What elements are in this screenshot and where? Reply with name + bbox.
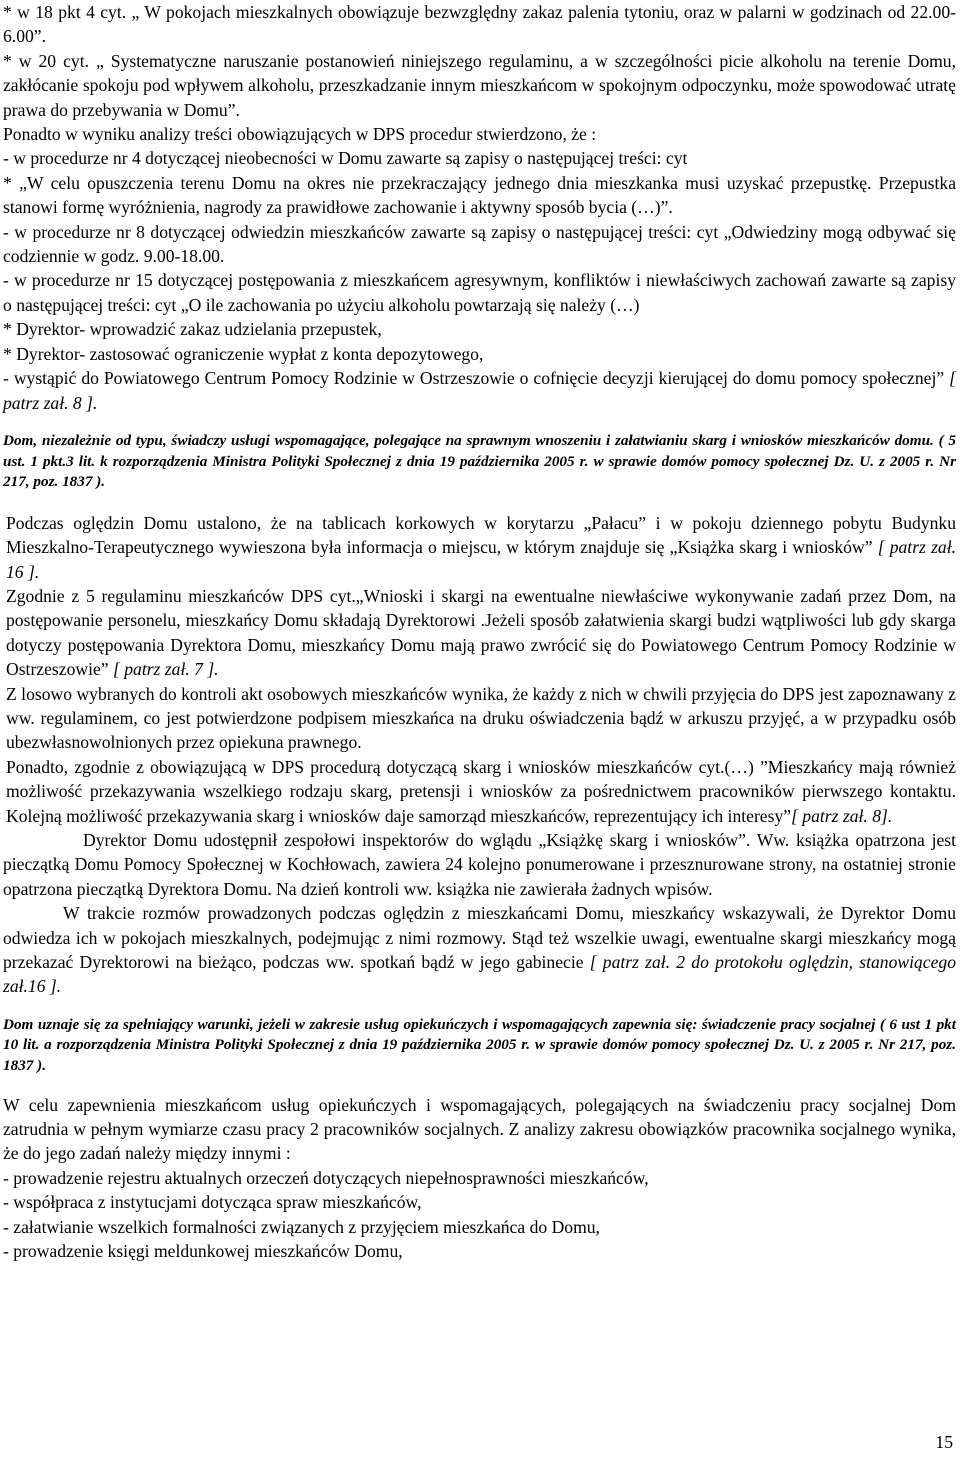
- paragraph-complaints-book: Dyrektor Domu udostępnił zespołowi inspektorów do wglądu „Książkę skarg i wniosków”. Ww. książka opatrzona jest pieczątką Domu Pomocy Społecznej w Kochłowach, zawiera 24 kolejno ponumerowane i przesznurowane strony, na ostatniej stronie opatrzona pieczątką Dyrektora Domu. Na dzień kontroli ww. książka nie zawierała żadnych wpisów.: [3, 829, 956, 899]
- paragraph-procedure-8: - w procedurze nr 8 dotyczącej odwiedzin mieszkańców zawarte są zapisy o następującej treści: cyt „Odwiedziny mogą odbywać się codziennie w godz. 9.00-18.00.: [3, 221, 956, 267]
- section-heading-complaints: Dom, niezależnie od typu, świadczy usługi wspomagające, polegające na sprawnym wnoszeniu i załatwianiu skarg i wniosków mieszkańców domu. ( 5 ust. 1 pkt.3 lit. k rozporządzenia Ministra Polityki Społecznej z dnia 19 października 2005 r. w sprawie domów pomocy społecznej Dz. U. z 2005 r. Nr 217, poz. 1837 ).: [3, 431, 956, 491]
- paragraph-text: Podczas oględzin Domu ustalono, że na tablicach korkowych w korytarzu „Pałacu” i w pokoju dziennego pobytu Budynku Mieszkalno-Terapeutycznego wywieszona była informacja o miejscu, w którym znajduje się „Książka skarg i wniosków”: [6, 512, 956, 558]
- attachment-reference: [ patrz zał. 16 ].: [6, 537, 956, 582]
- list-item: - załatwianie wszelkich formalności związanych z przyjęciem mieszkańca do Domu,: [3, 1216, 600, 1237]
- paragraph-regulation-5: [6, 584, 956, 682]
- paragraph-procedures-intro: Ponadto w wyniku analizy treści obowiązujących w DPS procedur stwierdzono, że :: [3, 124, 597, 145]
- list-item: - prowadzenie księgi meldunkowej mieszkańców Domu,: [3, 1241, 403, 1262]
- paragraph-pass-quote: * „W celu opuszczenia terenu Domu na okres nie przekraczający jednego dnia mieszkanka musi uzyskać przepustkę. Przepustka stanowi formę wyróżnienia, nagrody za prawidłowe zachowanie i aktywny sposób bycia (…)”.: [3, 172, 956, 218]
- paragraph-text: Ponadto, zgodnie z obowiązującą w DPS procedurą dotyczącą skarg i wniosków mieszkańców cyt.(…) ”Mieszkańcy mają również możliwość przekazywania wszelkiego rodzaju skarg, pretensji i wniosków za pośrednictwem pracowników pierwszego kontaktu. Kolejną możliwość przekazywania skarg i wniosków daje samorząd mieszkańców, reprezentujący ich interesy”: [6, 756, 956, 826]
- paragraph-text: - wystąpić do Powiatowego Centrum Pomocy Rodzinie w Ostrzeszowie o cofnięcie decyzji kierującej do domu pomocy społecznej”: [3, 368, 950, 389]
- paragraph-regulation-violation: * w 20 cyt. „ Systematyczne naruszanie postanowień niniejszego regulaminu, a w szczególności picie alkoholu na terenie Domu, zakłócanie spokoju pod wpływem alkoholu, przeszkadzanie innym mieszkańcom w spokojnym odpoczynku, może spowodować utratę prawa do przebywania w Domu”.: [3, 50, 956, 120]
- paragraph-notice-boards: [6, 511, 956, 584]
- paragraph-pcpr-decision: [3, 366, 956, 415]
- paragraph-director-deposit-limit: * Dyrektor- zastosować ograniczenie wypłat z konta depozytowego,: [3, 343, 484, 364]
- attachment-reference: [ patrz zał. 8 ].: [3, 368, 956, 413]
- paragraph-text: Zgodnie z 5 regulaminu mieszkańców DPS cyt.„Wnioski i skargi na ewentualne niewłaściwe wykonywanie zadań przez Dom, na postępowanie personelu, mieszkańcy Domu składają Dyrektorowi .Jeżeli sposób załatwienia skargi budzi wątpliwości lub gdy skarga dotyczy postępowania Dyrektora Domu, mieszkańcy Domu mają prawo zwrócić się do Powiatowego Centrum Pomocy Rodzinie w Ostrzeszowie”: [6, 585, 956, 680]
- paragraph-smoking-ban: * w 18 pkt 4 cyt. „ W pokojach mieszkalnych obowiązuje bezwzględny zakaz palenia tytoniu, oraz w palarni w godzinach od 22.00-6.00”.: [3, 2, 956, 47]
- attachment-reference: [ patrz zał. 2 do protokołu oględzin, stanowiącego zał.16 ].: [3, 952, 956, 997]
- section-heading-social-work: Dom uznaje się za spełniający warunki, jeżeli w zakresie usług opiekuńczych i wspomagających zapewnia się: świadczenie pracy socjalnej ( 6 ust 1 pkt 10 lit. a rozporządzenia Ministra Polityki Społecznej z dnia 19 października 2005 r. w sprawie domów pomocy społecznej Dz. U. z 2005 r. Nr 217, poz. 1837 ).: [3, 1015, 956, 1074]
- attachment-reference: [ patrz zał. 8].: [791, 805, 893, 826]
- paragraph-procedure-15: - w procedurze nr 15 dotyczącej postępowania z mieszkańcem agresywnym, konfliktów i niewłaściwych zachowań zawarte są zapisy o następującej treści: cyt „O ile zachowania po użyciu alkoholu powtarzają się należy (…): [3, 270, 956, 315]
- paragraph-personal-files: Z losowo wybranych do kontroli akt osobowych mieszkańców wynika, że każdy z nich w chwili przyjęcia do DPS jest zapoznawany z ww. regulaminem, co jest potwierdzone podpisem mieszkańca na druku oświadczenia bądź w arkuszu przyjęć, a w przypadku osób ubezwłasnowolnionych przez opiekuna prawnego.: [6, 683, 956, 753]
- paragraph-social-workers: W celu zapewnienia mieszkańcom usług opiekuńczych i wspomagających, polegających na świadczeniu pracy socjalnej Dom zatrudnia w pełnym wymiarze czasu pracy 2 pracowników socjalnych. Z analizy zakresu obowiązków pracownika socjalnego wynika, że do jego zadań należy między innymi :: [3, 1094, 956, 1164]
- paragraph-director-pass-ban: * Dyrektor- wprowadzić zakaz udzielania przepustek,: [3, 319, 382, 340]
- paragraph-text: W trakcie rozmów prowadzonych podczas oględzin z mieszkańcami Domu, mieszkańcy wskazywali, że Dyrektor Domu odwiedza ich w pokojach mieszkalnych, podejmując z nimi rozmowy. Stąd też wszelkie uwagi, ewentualne skargi mieszkańcy mogą przekazać Dyrektorowi na bieżąco, podczas ww. spotkań bądź w jego gabinecie: [3, 903, 956, 972]
- list-item: - współpraca z instytucjami dotycząca spraw mieszkańców,: [3, 1192, 422, 1213]
- paragraph-resident-interviews: [3, 901, 956, 999]
- complaints-section: [3, 511, 956, 828]
- attachment-reference: [ patrz zał. 7 ].: [112, 659, 219, 680]
- paragraph-complaints-procedure: [6, 755, 956, 828]
- paragraph-procedure-4: - w procedurze nr 4 dotyczącej nieobecności w Domu zawarte są zapisy o następującej treści: cyt: [3, 148, 688, 169]
- page-number: 15: [935, 1432, 953, 1452]
- list-item: - prowadzenie rejestru aktualnych orzeczeń dotyczących niepełnosprawności mieszkańców,: [3, 1167, 649, 1188]
